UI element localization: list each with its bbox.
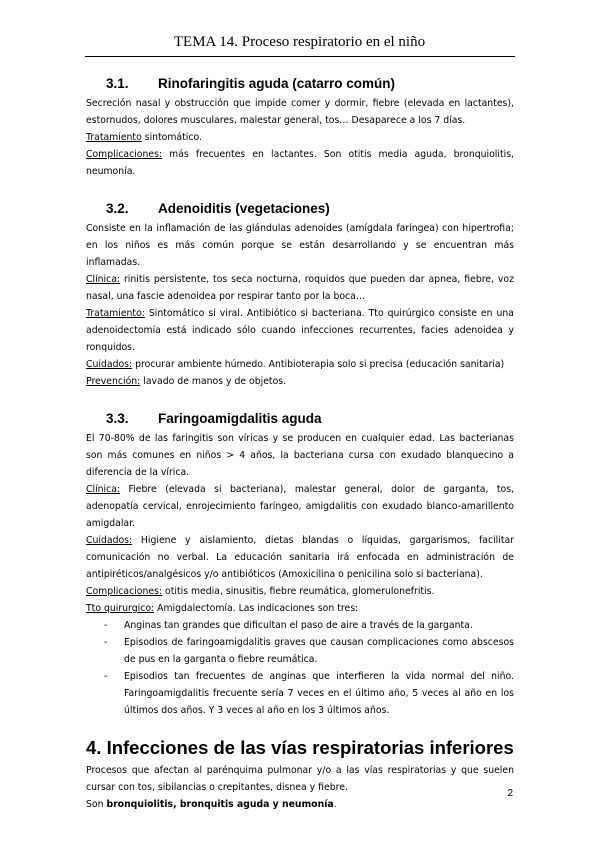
label-complicaciones: Complicaciones: — [86, 586, 163, 597]
paragraph — [86, 129, 514, 146]
text-clinica: rinitis persistente, tos seca nocturna, roquidos que pueden dar apnea, fiebre, voz nasal, una fascie adenoidea por respirar tanto por la boca… — [86, 274, 514, 302]
section-3-1 — [86, 74, 514, 180]
dash-bullet: - — [104, 637, 108, 648]
section-3-2 — [86, 199, 514, 390]
section-title: Rinofaringitis aguda (catarro común) — [158, 76, 396, 91]
text-tratamiento: sintomático. — [141, 132, 202, 143]
label-clinica: Clínica: — [86, 484, 121, 495]
list-item-text: Episodios tan frecuentes de anginas que interfieren la vida normal del niño. Faringoamigdalitis frecuente sería 7 veces en el último año, 5 veces al año en los últimos dos años. Y 3 veces al año en los 3 últimos años. — [124, 671, 514, 716]
section-number: 3.3. — [106, 411, 129, 426]
section-title: Adenoiditis (vegetaciones) — [158, 201, 330, 216]
indications-list — [86, 617, 514, 719]
label-tto-quirurgico: Tto quirurgico: — [86, 603, 155, 614]
paragraph — [86, 373, 514, 390]
section-4 — [86, 735, 514, 813]
label-tratamiento: Tratamiento — [86, 132, 142, 143]
paragraph — [86, 583, 514, 600]
text-cuidados: procurar ambiente húmedo. Antibioterapia solo si precisa (educación sanitaria) — [132, 359, 505, 370]
page-number: 2 — [507, 788, 513, 799]
section-title: Faringoamigdalitis aguda — [158, 411, 322, 426]
text-tto-quirurgico: Amigdalectomía. Las indicaciones son tres: — [154, 603, 359, 614]
paragraph: Procesos que afectan al parénquima pulmonar y/o a las vías respiratorias y que suelen cursar con tos, sibilancias o crepitantes, disnea y fiebre. — [86, 765, 514, 793]
list-item — [104, 668, 514, 719]
paragraph — [86, 532, 514, 583]
section-number: 3.2. — [106, 201, 129, 216]
text-prevencion: lavado de manos y de objetos. — [140, 376, 287, 387]
text-clinica: Fiebre (elevada si bacteriana), malestar general, dolor de garganta, tos, adenopatía cervical, enrojecimiento faríngeo, amigdalitis con exudado blanco-amarillento amigdalar. — [86, 484, 514, 529]
document-body — [86, 72, 514, 813]
header-rule — [85, 56, 515, 57]
paragraph — [86, 796, 514, 813]
paragraph: El 70-80% de las faringitis son víricas y se producen en cualquier edad. Las bacterianas son más comunes en niños > 4 años, la bacteriana cursa con exudado blanquecino a diferencia de la vírica. — [86, 433, 514, 478]
text-complicaciones: otitis media, sinusitis, fiebre reumática, glomerulonefritis. — [162, 586, 435, 597]
list-item-text: Anginas tan grandes que dificultan el paso de aire a través de la garganta. — [124, 620, 473, 631]
label-tratamiento: Tratamiento: — [86, 308, 145, 319]
section-3-3 — [86, 409, 514, 719]
label-cuidados: Cuidados: — [86, 359, 133, 370]
label-complicaciones: Complicaciones: — [86, 149, 163, 160]
section-heading — [86, 199, 514, 219]
dash-bullet: - — [104, 671, 108, 682]
text-cuidados: Higiene y aislamiento, dietas blandas o líquidas, gargarismos, facilitar comunicación no verbal. La educación sanitaria irá enfocada en administración de antipiréticos/analgésicos y/o antibióticos (Amoxicilina o penicilina solo si bacteriana). — [86, 535, 514, 580]
section-heading — [86, 409, 514, 429]
paragraph — [86, 356, 514, 373]
paragraph: Consiste en la inflamación de las glándulas adenoides (amígdala faríngea) con hipertrofia; en los niños es más común porque se están desarrollando y se encuentran más inflamadas. — [86, 223, 514, 268]
label-cuidados: Cuidados: — [86, 535, 133, 546]
paragraph — [86, 305, 514, 356]
section-heading — [86, 74, 514, 94]
page-header: TEMA 14. Proceso respiratorio en el niño — [173, 34, 426, 50]
list-item-text: Episodios de faringoamigdalitis graves que causan complicaciones como abscesos de pus en la garganta o fiebre reumática. — [124, 637, 514, 665]
text-bold-diseases: bronquiolitis, bronquitis aguda y neumonía — [106, 799, 334, 810]
label-prevencion: Prevención: — [86, 376, 141, 387]
paragraph — [86, 481, 514, 532]
list-item — [104, 634, 514, 668]
paragraph — [86, 271, 514, 305]
section-number: 3.1. — [106, 76, 129, 91]
text-prefix: Son — [86, 799, 107, 810]
text-suffix: . — [333, 799, 337, 810]
chapter-heading: 4. Infecciones de las vías respiratorias inferiores — [86, 737, 514, 758]
list-item — [104, 617, 514, 634]
paragraph — [86, 600, 514, 617]
text-complicaciones: más frecuentes en lactantes. Son otitis media aguda, bronquiolitis, neumonía. — [86, 149, 514, 177]
label-clinica: Clínica: — [86, 274, 121, 285]
paragraph: Secreción nasal y obstrucción que impide comer y dormir, fiebre (elevada en lactantes), estornudos, dolores musculares, malestar general, tos… Desaparece a los 7 días. — [86, 98, 514, 126]
text-tratamiento: Sintomático si viral. Antibiótico si bacteriana. Tto quirúrgico consiste en una adenoidectomía está indicado sólo cuando infecciones recurrentes, facies adenoidea y ronquidos. — [86, 308, 514, 353]
dash-bullet: - — [104, 620, 108, 631]
paragraph — [86, 146, 514, 180]
